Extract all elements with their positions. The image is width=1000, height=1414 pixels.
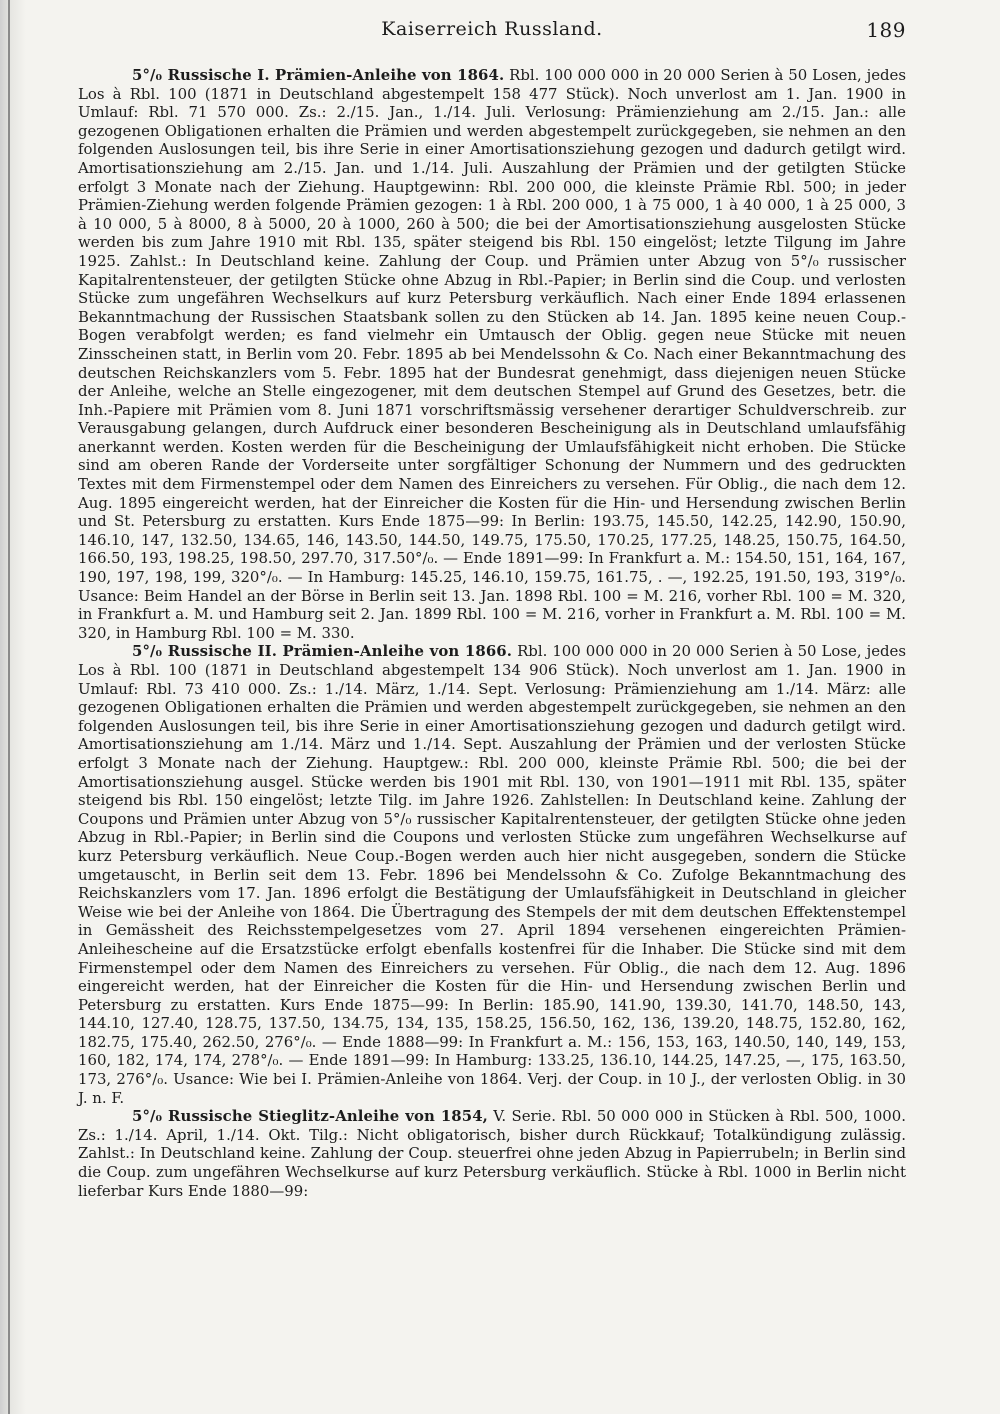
page-content xyxy=(78,66,906,1200)
section-premium-loan-1864 xyxy=(78,66,906,642)
section-heading: 5°/₀ Russische Stieglitz-Anleihe von 1854, xyxy=(132,1107,488,1126)
section-stieglitz-loan-1854 xyxy=(78,1107,906,1200)
page-header xyxy=(78,18,906,48)
section-heading: 5°/₀ Russische II. Prämien-Anleihe von 1866. xyxy=(132,642,513,661)
section-body: Rbl. 100 000 000 in 20 000 Serien à 50 Losen, jedes Los à Rbl. 100 (1871 in Deutschland abgestempelt 158 477 Stück). Noch unverlost am 1. Jan. 1900 in Umlauf: Rbl. 71 570 000. Zs.: 2./15. Jan., 1./14. Juli. Verlosung: Prämienziehung am 2./15. Jan.: alle gezogenen Obligationen erhalten die Prämien und werden abgestempelt zurückgegeben, sie nehmen an den folgenden Auslosungen teil, bis ihre Serie in einer Amortisationsziehung gezogen und dadurch getilgt wird. Amortisationsziehung am 2./15. Jan. und 1./14. Juli. Auszahlung der Prämien und der getilgten Stücke erfolgt 3 Monate nach der Ziehung. Hauptgewinn: Rbl. 200 000, die kleinste Prämie Rbl. 500; in jeder Prämien-Ziehung werden folgende Prämien gezogen: 1 à Rbl. 200 000, 1 à 75 000, 1 à 40 000, 1 à 25 000, 3 à 10 000, 5 à 8000, 8 à 5000, 20 à 1000, 260 à 500; die bei der Amortisationsziehung ausgelosten Stücke werden bis zum Jahre 1910 mit Rbl. 135, später steigend bis Rbl. 150 eingelöst; letzte Tilgung im Jahre 1925. Zahlst.: In Deutschland keine. Zahlung der Coup. und Prämien unter Abzug von 5°/₀ russischer Kapitalrentensteuer, der getilgten Stücke ohne Abzug in Rbl.-Papier; in Berlin sind die Coup. und verlosten Stücke zum ungefähren Wechselkurs auf kurz Petersburg verkäuflich. Nach einer Ende 1894 erlassenen Bekanntmachung der Russischen Staatsbank sollen zu den Stücken ab 14. Jan. 1895 keine neuen Coup.-Bogen verabfolgt werden; es fand vielmehr ein Umtausch der Oblig. gegen neue Stücke mit neuen Zinsscheinen statt, in Berlin vom 20. Febr. 1895 ab bei Mendelssohn & Co. Nach einer Bekanntmachung des deutschen Reichskanzlers vom 5. Febr. 1895 hat der Bundesrat genehmigt, dass diejenigen neuen Stücke der Anleihe, welche an Stelle eingezogener, mit dem deutschen Stempel auf Grund des Gesetzes, betr. die Inh.-Papiere mit Prämien vom 8. Juni 1871 vorschriftsmässig versehener derartiger Schuldverschreib. zur Verausgabung gelangen, durch Aufdruck einer besonderen Bescheinigung als in Deutschland umlaufsfähig anerkannt werden. Kosten werden für die Bescheinigung der Umlaufsfähigkeit nicht erhoben. Die Stücke sind am oberen Rande der Vorderseite unter sorgfältiger Schonung der Nummern und des gedruckten Textes mit dem Firmenstempel oder dem Namen des Einreichers zu versehen. Für Oblig., die nach dem 12. Aug. 1895 eingereicht werden, hat der Einreicher die Kosten für die Hin- und Hersendung zwischen Berlin und St. Petersburg zu erstatten. Kurs Ende 1875—99: In Berlin: 193.75, 145.50, 142.25, 142.90, 150.90, 146.10, 147, 132.50, 134.65, 146, 143.50, 144.50, 149.75, 175.50, 170.25, 177.25, 148.25, 150.75, 164.50, 166.50, 193, 198.25, 198.50, 297.70, 317.50°/₀. — Ende 1891—99: In Frankfurt a. M.: 154.50, 151, 164, 167, 190, 197, 198, 199, 320°/₀. — In Hamburg: 145.25, 146.10, 159.75, 161.75, . —, 192.25, 191.50, 193, 319°/₀. Usance: Beim Handel an der Börse in Berlin seit 13. Jan. 1898 Rbl. 100 = M. 216, vorher Rbl. 100 = M. 320, in Frankfurt a. M. und Hamburg seit 2. Jan. 1899 Rbl. 100 = M. 216, vorher in Frankfurt a. M. Rbl. 100 = M. 320, in Hamburg Rbl. 100 = M. 330. xyxy=(78,66,907,642)
scan-binding-edge xyxy=(0,0,26,1414)
section-body: V. Serie. Rbl. 50 000 000 in Stücken à Rbl. 500, 1000. Zs.: 1./14. April, 1./14. Okt. Tilg.: Nicht obligatorisch, bisher durch Rückkauf; Totalkündigung zulässig. Zahlst.: In Deutschland keine. Zahlung der Coup. steuerfrei ohne jeden Abzug in Papierrubeln; in Berlin sind die Coup. zum ungefähren Wechselkurse auf kurz Petersburg verkäuflich. Stücke à Rbl. 1000 in Berlin nicht lieferbar Kurs Ende 1880—99: xyxy=(78,1107,906,1200)
running-title: Kaiserreich Russland. xyxy=(381,18,603,40)
page-number: 189 xyxy=(866,18,906,42)
document-page xyxy=(78,18,906,1200)
section-heading: 5°/₀ Russische I. Prämien-Anleihe von 1864. xyxy=(132,66,505,84)
section-body: Rbl. 100 000 000 in 20 000 Serien à 50 Lose, jedes Los à Rbl. 100 (1871 in Deutschland abgestempelt 134 906 Stück). Noch unverlost am 1. Jan. 1900 in Umlauf: Rbl. 73 410 000. Zs.: 1./14. März, 1./14. Sept. Verlosung: Prämienziehung am 1./14. März: alle gezogenen Obligationen erhalten die Prämien und werden abgestempelt zurückgegeben, sie nehmen an den folgenden Auslosungen teil, bis ihre Serie in einer Amortisationsziehung gezogen und dadurch getilgt wird. Amortisationsziehung am 1./14. März und 1./14. Sept. Auszahlung der Prämien und der verlosten Stücke erfolgt 3 Monate nach der Ziehung. Hauptgew.: Rbl. 200 000, kleinste Prämie Rbl. 500; die bei der Amortisationsziehung ausgel. Stücke werden bis 1901 mit Rbl. 130, von 1901—1911 mit Rbl. 135, später steigend bis Rbl. 150 eingelöst; letzte Tilg. im Jahre 1926. Zahlstellen: In Deutschland keine. Zahlung der Coupons und Prämien unter Abzug von 5°/₀ russischer Kapitalrentensteuer, der getilgten Stücke ohne jeden Abzug in Rbl.-Papier; in Berlin sind die Coupons und verlosten Stücke zum ungefähren Wechselkurse auf kurz Petersburg verkäuflich. Neue Coup.-Bogen werden auch hier nicht ausgegeben, sondern die Stücke umgetauscht, in Berlin seit dem 13. Febr. 1896 bei Mendelssohn & Co. Zufolge Bekanntmachung des Reichskanzlers vom 17. Jan. 1896 erfolgt die Bestätigung der Umlaufsfähigkeit in Deutschland in gleicher Weise wie bei der Anleihe von 1864. Die Übertragung des Stempels der mit dem deutschen Effektenstempel in Gemässheit des Reichsstempelgesetzes vom 27. April 1894 versehenen eingereichten Prämien-Anleihescheine auf die Ersatzstücke erfolgt ebenfalls kostenfrei für die Inhaber. Die Stücke sind mit dem Firmenstempel oder dem Namen des Einreichers zu versehen. Für Oblig., die nach dem 12. Aug. 1896 eingereicht werden, hat der Einreicher die Kosten für die Hin- und Hersendung zwischen Berlin und Petersburg zu erstatten. Kurs Ende 1875—99: In Berlin: 185.90, 141.90, 139.30, 141.70, 148.50, 143, 144.10, 127.40, 128.75, 137.50, 134.75, 134, 135, 158.25, 156.50, 162, 136, 139.20, 148.75, 152.80, 162, 182.75, 175.40, 262.50, 276°/₀. — Ende 1888—99: In Frankfurt a. M.: 156, 153, 163, 140.50, 140, 149, 153, 160, 182, 174, 174, 278°/₀. — Ende 1891—99: In Hamburg: 133.25, 136.10, 144.25, 147.25, —, 175, 163.50, 173, 276°/₀. Usance: Wie bei I. Prämien-Anleihe von 1864. Verj. der Coup. in 10 J., der verlosten Oblig. in 30 J. n. F. xyxy=(78,642,907,1107)
section-premium-loan-1866 xyxy=(78,642,906,1107)
